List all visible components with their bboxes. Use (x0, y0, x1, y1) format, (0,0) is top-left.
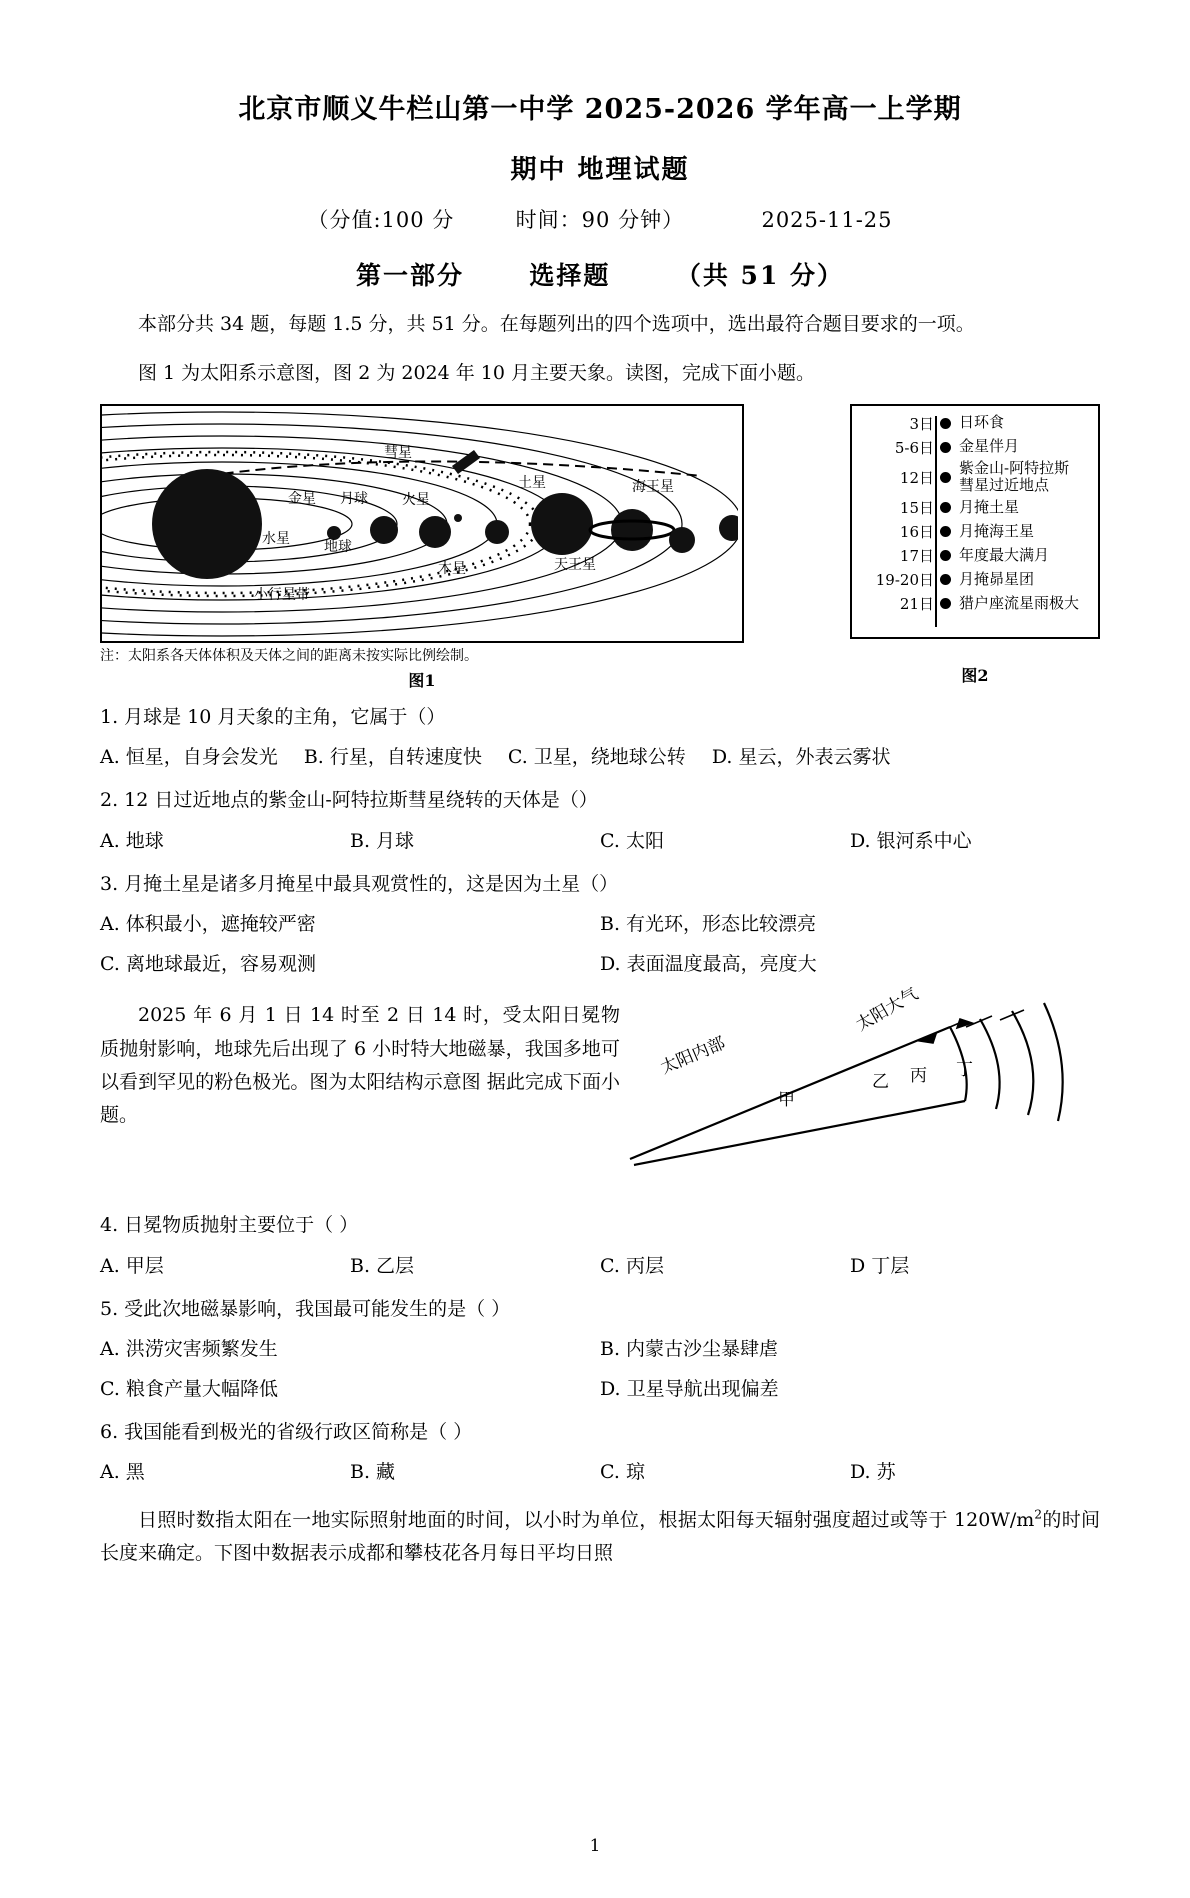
question-options (100, 1455, 1100, 1489)
exam-subtitle: 期中 地理试题 (510, 154, 690, 185)
event-row (856, 460, 1094, 495)
event-dot-icon (940, 574, 951, 585)
event-label: 猎户座流星雨极大 (959, 593, 1080, 612)
question-options (100, 740, 1100, 774)
event-label: 紫金山-阿特拉斯 彗星过近地点 (959, 459, 1070, 495)
question-stem: 4. 日冕物质抛射主要位于（ ） (100, 1214, 359, 1237)
material-3-paragraph (100, 1504, 1100, 1571)
option-item[interactable]: C. 卫星，绕地球公转 (507, 746, 686, 769)
option-item[interactable]: D. 苏 (850, 1461, 896, 1484)
exam-meta (100, 204, 1100, 234)
event-label: 年度最大满月 (959, 545, 1050, 564)
material-3-line2b: 的时间长度来确定。下图中数据表示成都和攀枝花各月每日平均日照 (100, 1508, 1100, 1564)
option-item[interactable]: D. 星云，外表云雾状 (711, 746, 891, 769)
question-options (100, 824, 1100, 858)
event-row (856, 412, 1094, 434)
label-uranus: 天王星 (554, 557, 596, 573)
section-part: 第一部分 (355, 260, 464, 290)
sun-structure-diagram (620, 984, 1080, 1199)
event-date: 15日 (899, 499, 934, 517)
event-label: 金星伴月 (959, 437, 1020, 456)
event-dot-icon (940, 526, 951, 537)
section-points: （共 51 分） (675, 260, 845, 290)
event-row (856, 436, 1094, 458)
label-asteroid-belt: 小行星带 (254, 587, 310, 603)
option-item[interactable]: B. 有光环，形态比较漂亮 (600, 912, 817, 935)
figure-1-caption: 图1 (408, 671, 436, 690)
label-layer-jia: 甲 (778, 1090, 795, 1111)
question-options (100, 907, 1100, 941)
option-item[interactable]: D. 银河系中心 (850, 829, 972, 852)
option-item[interactable]: D. 卫星导航出现偏差 (600, 1378, 779, 1401)
question-stem: 6. 我国能看到极光的省级行政区简称是（ ） (100, 1421, 473, 1444)
label-earth: 地球 (324, 539, 352, 555)
question-options (100, 1249, 1100, 1283)
material-2-text-col (100, 989, 620, 1132)
label-neptune: 海王星 (632, 479, 674, 495)
option-item[interactable]: A. 体积最小，遮掩较严密 (100, 912, 316, 935)
option-item[interactable]: D 丁层 (850, 1254, 910, 1277)
option-item[interactable]: B. 内蒙古沙尘暴肆虐 (600, 1337, 779, 1360)
question-options (100, 1372, 1100, 1406)
material-3-line2a: 超过或等于 120W/m (851, 1508, 1035, 1531)
label-mercury: 水星 (262, 531, 290, 547)
option-item[interactable]: C. 太阳 (600, 829, 664, 852)
question-stem: 1. 月球是 10 月天象的主角，它属于（） (100, 706, 446, 728)
option-item[interactable]: B. 月球 (350, 829, 415, 852)
figures-row (100, 404, 1100, 691)
score-label: （分值:100 分 (307, 207, 455, 232)
october-events-table (850, 404, 1100, 639)
page-content (100, 60, 1100, 1570)
event-row (856, 521, 1094, 543)
event-date: 19-20日 (875, 571, 934, 589)
question-stem: 3. 月掩土星是诸多月掩星中最具观赏性的，这是因为土星（） (100, 872, 619, 895)
solar-system-svg (102, 406, 738, 637)
option-item[interactable]: A. 黑 (100, 1461, 145, 1484)
event-dot-icon (940, 418, 951, 429)
question-stem: 2. 12 日过近地点的紫金山-阿特拉斯彗星绕转的天体是（） (100, 789, 598, 812)
event-date: 12日 (899, 468, 934, 487)
material-2-row (100, 984, 1100, 1199)
option-item[interactable]: D. 表面温度最高，亮度大 (600, 953, 817, 976)
event-row (856, 593, 1094, 615)
event-label: 月掩昴星团 (959, 569, 1035, 588)
section-instructions: 本部分共 34 题，每题 1.5 分，共 51 分。在每题列出的四个选项中，选出最符合题目要求的一项。 (138, 312, 975, 335)
event-label: 月掩海王星 (959, 521, 1035, 540)
question-options (100, 947, 1100, 981)
figure-1-note: 注：太阳系各天体体积及天体之间的距离未按实际比例绘制。 (100, 648, 478, 664)
label-sun-interior: 太阳内部 (657, 1033, 729, 1079)
event-label: 月掩土星 (959, 497, 1020, 516)
question-options (100, 1332, 1100, 1366)
label-venus: 金星 (288, 491, 316, 507)
label-layer-bing: 丙 (910, 1066, 927, 1087)
figure-2-wrapper (850, 404, 1100, 686)
time-label: 时间：90 分钟） (515, 207, 685, 232)
figure-1-wrapper (100, 404, 744, 691)
option-item[interactable]: C. 离地球最近，容易观测 (100, 953, 316, 976)
event-dot-icon (940, 472, 951, 483)
label-layer-yi: 乙 (872, 1072, 889, 1093)
option-item[interactable]: A. 恒星，自身会发光 (100, 746, 278, 769)
material-2-text: 2025 年 6 月 1 日 14 时至 2 日 14 时，受太阳日冕物质抛射影响，地球先后出现了 6 小时特大地磁暴，我国多地可以看到罕见的粉色极光。图为太阳结构示意图 据此完成下面小题。 (100, 1004, 620, 1127)
label-layer-ding: 丁 (956, 1060, 973, 1081)
exam-date: 2025-11-25 (761, 207, 893, 232)
questions-group-1 (100, 700, 1100, 981)
section-type: 选择题 (529, 260, 611, 290)
event-dot-icon (940, 442, 951, 453)
option-item[interactable]: A. 甲层 (100, 1254, 164, 1277)
label-sun-atmosphere: 太阳大气 (852, 984, 922, 1036)
label-mars: 火星 (402, 492, 430, 508)
material-3-line1: 日照时数指太阳在一地实际照射地面的时间，以小时为单位，根据太阳每天辐射强度 (138, 1508, 852, 1531)
material-3-superscript: 2 (1034, 1507, 1043, 1522)
label-moon: 月球 (340, 491, 368, 507)
label-saturn: 土星 (518, 475, 546, 491)
page-title: 北京市顺义牛栏山第一中学 2025-2026 学年高一上学期 (238, 94, 962, 125)
option-item[interactable]: C. 琼 (600, 1461, 645, 1484)
solar-system-diagram (100, 404, 744, 643)
option-item[interactable]: C. 丙层 (600, 1254, 664, 1277)
event-date: 17日 (899, 547, 934, 565)
questions-group-2 (100, 1208, 1100, 1489)
page-number: 1 (589, 1836, 601, 1856)
option-item[interactable]: A. 洪涝灾害频繁发生 (100, 1337, 278, 1360)
sun-structure-svg (620, 989, 1070, 1179)
event-date: 3日 (909, 414, 934, 433)
option-item[interactable]: B. 藏 (350, 1461, 396, 1484)
event-label: 日环食 (959, 413, 1005, 432)
event-date: 16日 (899, 523, 934, 541)
option-item[interactable]: B. 乙层 (350, 1254, 415, 1277)
label-jupiter: 木星 (438, 561, 466, 577)
event-date: 21日 (899, 595, 934, 613)
event-dot-icon (940, 598, 951, 609)
event-dot-icon (940, 502, 951, 513)
option-item[interactable]: C. 粮食产量大幅降低 (100, 1378, 278, 1401)
figure-2-caption: 图2 (961, 666, 989, 685)
question-stem: 5. 受此次地磁暴影响，我国最可能发生的是（ ） (100, 1297, 511, 1320)
option-item[interactable]: A. 地球 (100, 829, 164, 852)
label-comet: 彗星 (384, 445, 412, 461)
option-item[interactable]: B. 行星，自转速度快 (303, 746, 482, 769)
material-1-lead: 图 1 为太阳系示意图，图 2 为 2024 年 10 月主要天象。读图，完成下面小题。 (138, 361, 816, 384)
event-dot-icon (940, 550, 951, 561)
event-row (856, 545, 1094, 567)
event-row (856, 569, 1094, 591)
event-row (856, 497, 1094, 519)
section-heading (100, 256, 1100, 292)
event-date: 5-6日 (894, 438, 934, 457)
